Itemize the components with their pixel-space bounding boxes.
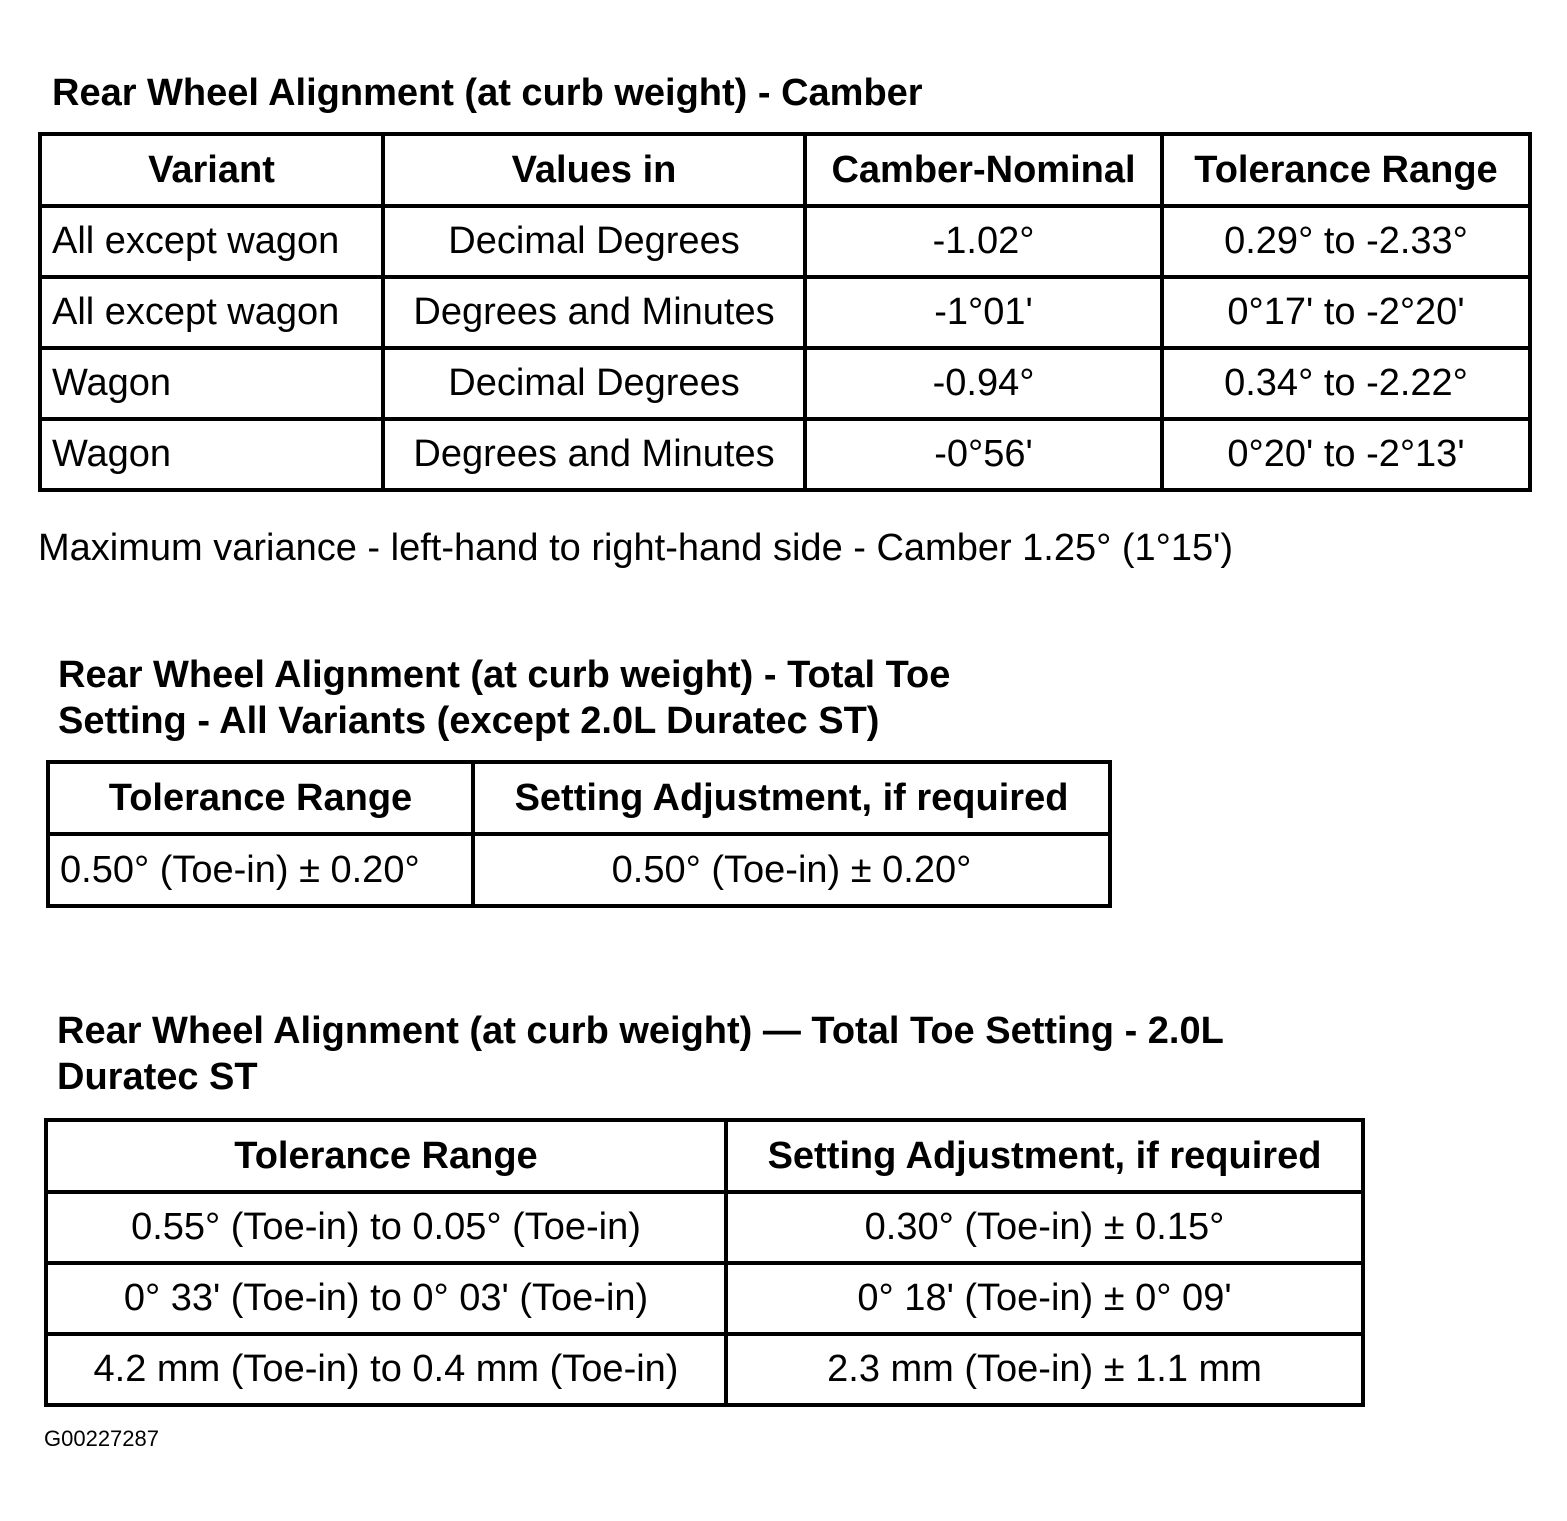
table-row (40, 277, 1530, 348)
camber-variance-note: Maximum variance - left-hand to right-hand side - Camber 1.25° (1°15') (38, 527, 1234, 569)
table-cell: 4.2 mm (Toe-in) to 0.4 mm (Toe-in) (46, 1334, 726, 1405)
column-header-values-in: Values in (383, 134, 805, 206)
column-header-setting-adjustment: Setting Adjustment, if required (726, 1120, 1363, 1192)
table-cell: -0°56' (805, 419, 1162, 490)
table-cell: 0° 33' (Toe-in) to 0° 03' (Toe-in) (46, 1263, 726, 1334)
table-cell: 0.29° to -2.33° (1162, 206, 1530, 277)
toe-all-table (46, 760, 1112, 908)
camber-table (38, 132, 1532, 492)
table-cell: 0° 18' (Toe-in) ± 0° 09' (726, 1263, 1363, 1334)
table-cell: All except wagon (40, 277, 383, 348)
table-cell: -1°01' (805, 277, 1162, 348)
table-row (46, 1334, 1363, 1405)
table-cell: 0.55° (Toe-in) to 0.05° (Toe-in) (46, 1192, 726, 1263)
toe-st-table (44, 1118, 1365, 1407)
table-row (40, 206, 1530, 277)
table-cell: 0.50° (Toe-in) ± 0.20° (48, 834, 473, 906)
table-cell: 0°20' to -2°13' (1162, 419, 1530, 490)
toe-all-title-line2: Setting - All Variants (except 2.0L Duratec ST) (58, 700, 880, 742)
table-cell: Degrees and Minutes (383, 419, 805, 490)
table-cell: 0.30° (Toe-in) ± 0.15° (726, 1192, 1363, 1263)
table-cell: -0.94° (805, 348, 1162, 419)
column-header-variant: Variant (40, 134, 383, 206)
table-row (40, 419, 1530, 490)
table-cell: 0.50° (Toe-in) ± 0.20° (473, 834, 1110, 906)
table-cell: All except wagon (40, 206, 383, 277)
camber-title: Rear Wheel Alignment (at curb weight) - Camber (52, 72, 923, 114)
table-cell: Decimal Degrees (383, 348, 805, 419)
column-header-tolerance-range: Tolerance Range (1162, 134, 1530, 206)
table-cell: Wagon (40, 419, 383, 490)
table-cell: 0°17' to -2°20' (1162, 277, 1530, 348)
column-header-tolerance-range: Tolerance Range (46, 1120, 726, 1192)
table-row (46, 1192, 1363, 1263)
toe-st-header-row (46, 1120, 1363, 1192)
table-row (40, 348, 1530, 419)
column-header-tolerance-range: Tolerance Range (48, 762, 473, 834)
column-header-camber-nominal: Camber-Nominal (805, 134, 1162, 206)
table-row (48, 834, 1110, 906)
toe-all-header-row (48, 762, 1110, 834)
table-cell: Wagon (40, 348, 383, 419)
column-header-setting-adjustment: Setting Adjustment, if required (473, 762, 1110, 834)
table-cell: 0.34° to -2.22° (1162, 348, 1530, 419)
table-cell: 2.3 mm (Toe-in) ± 1.1 mm (726, 1334, 1363, 1405)
camber-header-row (40, 134, 1530, 206)
figure-id: G00227287 (44, 1426, 159, 1451)
toe-st-title-line2: Duratec ST (57, 1056, 258, 1098)
table-cell: -1.02° (805, 206, 1162, 277)
toe-all-title-line1: Rear Wheel Alignment (at curb weight) - Total Toe (58, 654, 951, 696)
table-cell: Degrees and Minutes (383, 277, 805, 348)
table-row (46, 1263, 1363, 1334)
table-cell: Decimal Degrees (383, 206, 805, 277)
toe-st-title-line1: Rear Wheel Alignment (at curb weight) — Total Toe Setting - 2.0L (57, 1010, 1224, 1052)
